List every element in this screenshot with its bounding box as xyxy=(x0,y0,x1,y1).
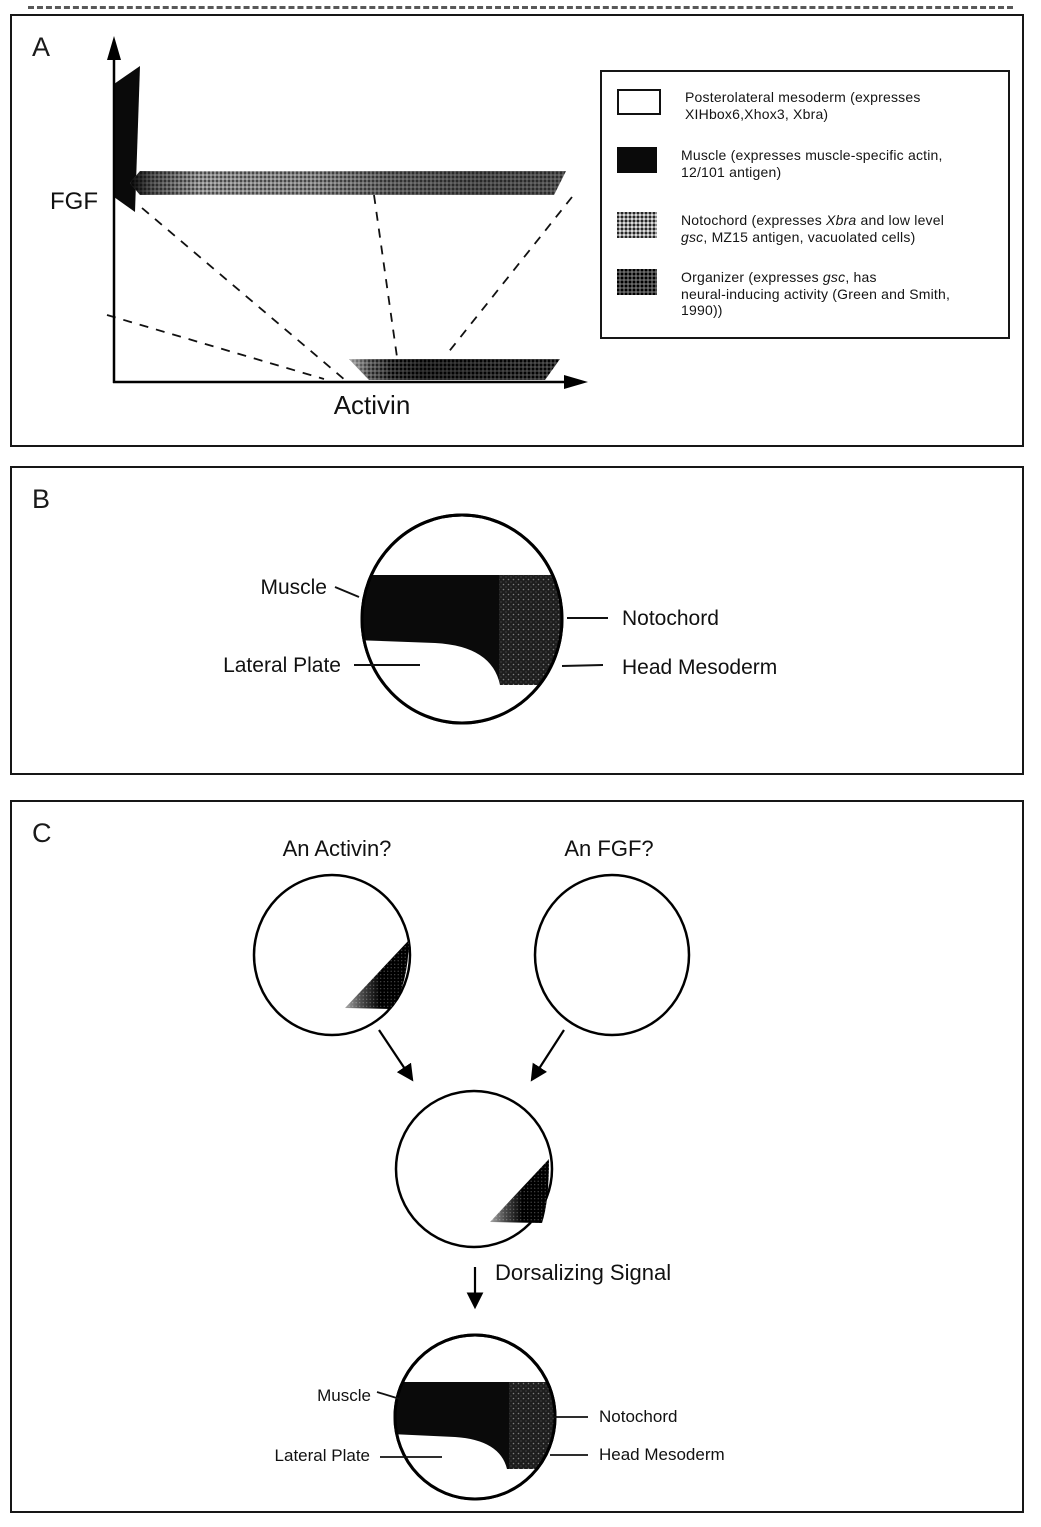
legend-item-muscle xyxy=(617,147,943,180)
dashed-line-organizer-right xyxy=(447,197,572,354)
posterolateral-swatch xyxy=(617,89,661,115)
x-axis-label: Activin xyxy=(333,390,411,420)
x-axis-arrowhead xyxy=(564,375,588,389)
notochord-head-mesoderm-column xyxy=(499,575,577,685)
final-notochord-column xyxy=(509,1382,567,1469)
activin-arrow xyxy=(379,1030,411,1078)
fgf-arrow xyxy=(533,1030,564,1078)
legend-item-notochord-label: Notochord (expresses Xbra and low level gsc, MZ15 antigen, vacuolated cells) xyxy=(681,212,945,245)
final-lateral-plate-label: Lateral Plate xyxy=(274,1446,370,1465)
panel-a xyxy=(10,14,1024,447)
muscle-label: Muscle xyxy=(260,576,327,599)
legend-box xyxy=(600,70,1010,339)
scan-artifact-line xyxy=(28,6,1013,9)
lateral-plate-label: Lateral Plate xyxy=(223,654,341,677)
legend-item-organizer xyxy=(617,269,950,319)
panel-a-letter: A xyxy=(32,32,51,62)
notochord-label: Notochord xyxy=(622,607,719,630)
panel-c-letter: C xyxy=(32,818,52,848)
combined-cap-circle xyxy=(396,1091,552,1247)
activin-question-label: An Activin? xyxy=(282,836,392,861)
panel-b xyxy=(10,466,1024,775)
legend-item-posterolateral-label: Posterolateral mesoderm (expresses XIHbox6,Xhox3, Xbra) xyxy=(685,89,921,122)
y-axis-arrowhead xyxy=(107,36,121,60)
muscle-pointer-line xyxy=(335,587,359,597)
legend-item-posterolateral xyxy=(617,89,921,122)
activin-cap-circle xyxy=(254,875,410,1035)
notochord-band-shading xyxy=(130,171,566,195)
notochord-swatch xyxy=(617,212,657,238)
embryo-diagram-b xyxy=(12,468,1022,769)
induction-model-diagram xyxy=(12,802,1022,1507)
organizer-swatch xyxy=(617,269,657,295)
final-head-mesoderm-label: Head Mesoderm xyxy=(599,1445,725,1464)
panel-c xyxy=(10,800,1024,1513)
final-muscle-label: Muscle xyxy=(317,1386,371,1405)
dashed-line-organizer-left xyxy=(374,195,397,357)
dorsalizing-signal-label: Dorsalizing Signal xyxy=(495,1260,672,1285)
dashed-line-lower-threshold xyxy=(107,315,324,379)
legend-item-notochord xyxy=(617,212,944,245)
legend-item-organizer-label: Organizer (expresses gsc, has neural-inducing activity (Green and Smith, 1990)) xyxy=(681,269,951,318)
organizer-region-shading xyxy=(349,359,560,380)
dashed-line-muscle-threshold xyxy=(142,208,345,380)
panel-b-letter: B xyxy=(32,484,51,514)
fgf-cap-circle xyxy=(535,875,689,1035)
final-notochord-label: Notochord xyxy=(599,1407,678,1426)
head-mesoderm-label: Head Mesoderm xyxy=(622,656,778,679)
head-mesoderm-pointer-line xyxy=(562,665,603,666)
fgf-question-label: An FGF? xyxy=(564,836,654,861)
muscle-swatch xyxy=(617,147,657,173)
y-axis-label: FGF xyxy=(50,188,98,215)
legend-item-muscle-label: Muscle (expresses muscle-specific actin, 12/101 antigen) xyxy=(681,147,943,180)
